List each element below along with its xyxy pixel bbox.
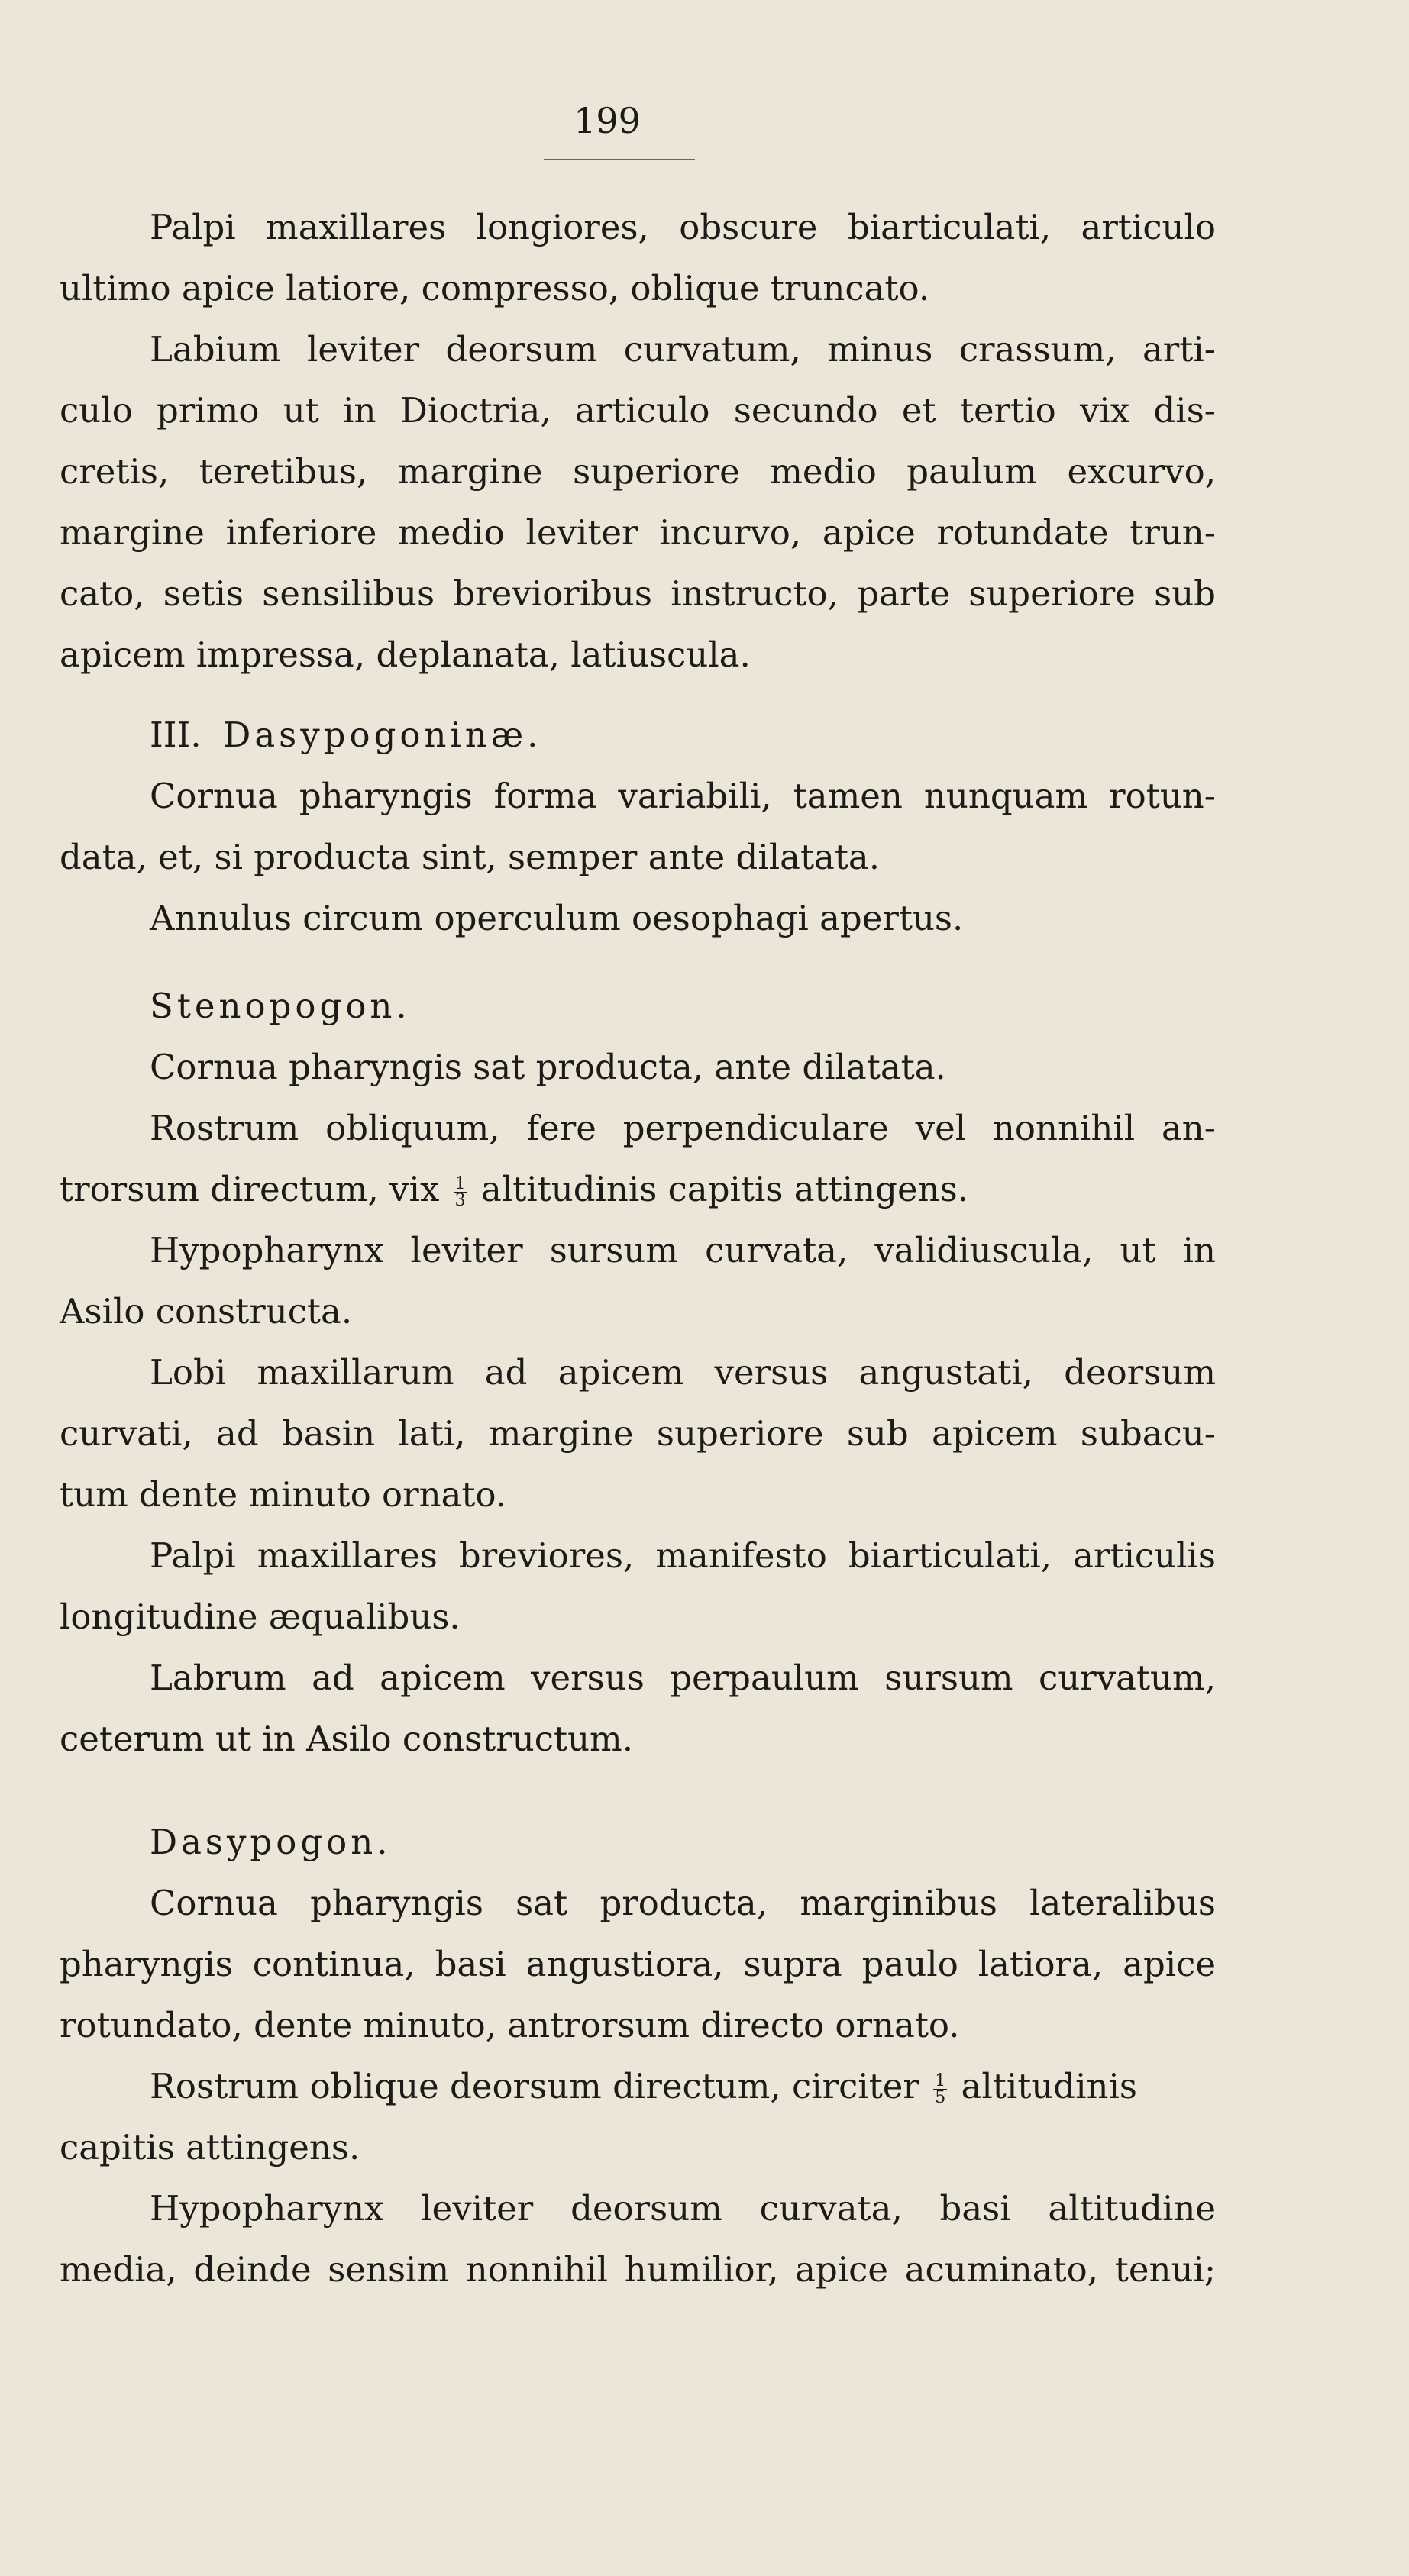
text-line: Rostrum oblique deorsum directum, circiter [150,2066,931,2106]
text-line-continuation: altitudinis capitis attingens. [470,1169,968,1209]
text-line: cato, setis sensilibus brevioribus instructo, parte superiore sub [60,573,1216,614]
fraction-numerator: 1 [935,2071,946,2090]
text-line: trorsum directum, vix [60,1169,451,1209]
text-line: Labrum ad apicem versus perpaulum sursum curvatum, [150,1658,1216,1698]
text-line: media, deinde sensim nonnihil humilior, apice acuminato, tenui; [60,2249,1216,2290]
page-number: 199 [574,100,641,141]
text-line: capitis attingens. [60,2127,360,2168]
text-line: pharyngis continua, basi angustiora, supra paulo latiora, apice [60,1944,1216,1984]
text-line: apicem impressa, deplanata, latiuscula. [60,634,751,675]
text-line: Asilo constructa. [60,1291,353,1332]
text-line: Labium leviter deorsum curvatum, minus crassum, arti- [150,329,1216,370]
text-line: Hypopharynx leviter deorsum curvata, basi altitudine [150,2188,1216,2229]
text-line: Palpi maxillares longiores, obscure biarticulati, articulo [150,207,1216,247]
text-line: Lobi maxillarum ad apicem versus angustati, deorsum [150,1352,1216,1393]
text-line: rotundato, dente minuto, antrorsum directo ornato. [60,2005,960,2045]
text-line: Palpi maxillares breviores, manifesto biarticulati, articulis [150,1535,1216,1576]
text-line: Cornua pharyngis sat producta, marginibus lateralibus [150,1883,1216,1923]
text-line: cretis, teretibus, margine superiore medio paulum excurvo, [60,451,1216,492]
fraction [454,1173,467,1210]
text-line: ultimo apice latiore, compresso, oblique truncato. [60,268,930,308]
fraction-denominator: 5 [935,2087,946,2107]
text-line: Rostrum obliquum, fere perpendiculare vel nonnihil an- [150,1108,1216,1148]
text-line: Hypopharynx leviter sursum curvata, validiuscula, ut in [150,1230,1216,1270]
text-line: longitudine æqualibus. [60,1596,461,1637]
text-line: data, et, si producta sint, semper ante dilatata. [60,837,881,877]
text-line: Cornua pharyngis sat producta, ante dilatata. [150,1047,946,1087]
fraction-denominator: 3 [454,1190,466,1210]
fraction-numerator: 1 [454,1173,466,1193]
genus-heading: Stenopogon. [150,986,411,1026]
text-line: Annulus circum operculum oesophagi apertus. [150,898,964,938]
text-line: curvati, ad basin lati, margine superiore sub apicem subacu- [60,1413,1216,1454]
fraction [933,2071,947,2107]
text-line: Cornua pharyngis forma variabili, tamen nunquam rotun- [150,776,1216,816]
genus-heading: Dasypogon. [150,1822,392,1862]
section-number: III. [150,715,202,755]
text-line: margine inferiore medio leviter incurvo, apice rotundate trun- [60,512,1216,553]
text-line-continuation: altitudinis [950,2066,1137,2106]
section-heading: Dasypogoninæ. [223,715,542,755]
text-line: ceterum ut in Asilo constructum. [60,1719,634,1759]
text-line: culo primo ut in Dioctria, articulo secundo et tertio vix dis- [60,390,1216,431]
text-line: tum dente minuto ornato. [60,1474,507,1515]
